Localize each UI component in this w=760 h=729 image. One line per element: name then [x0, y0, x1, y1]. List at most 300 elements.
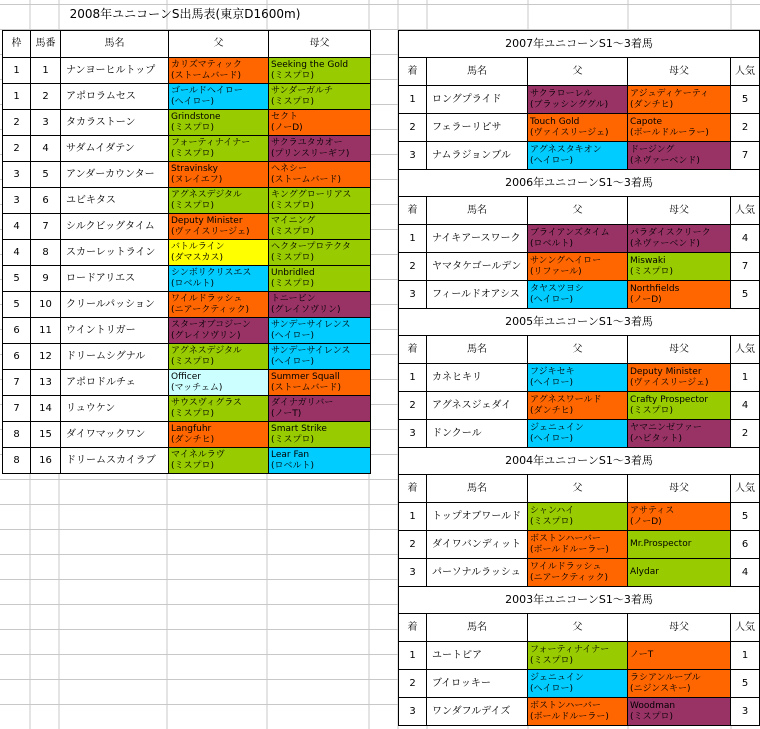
table-row: [3, 84, 371, 110]
popularity-cell: 4: [731, 392, 760, 420]
sire-cell-name: ワイルドラッシュ: [171, 293, 243, 304]
horse-name-cell: ナンヨーヒルトップ: [61, 58, 169, 84]
sire-cell-name: シンボリクリスエス: [171, 267, 252, 278]
popularity-cell: 7: [731, 253, 760, 281]
section-title: 2005年ユニコーンS1～3着馬: [399, 309, 760, 336]
column-header: 馬名: [427, 197, 528, 225]
waku-cell: 6: [3, 318, 31, 344]
waku-cell: 2: [3, 110, 31, 136]
dam-sire-cell-name: マイニング: [271, 215, 316, 226]
dam-sire-cell-name: トニービン: [271, 293, 316, 304]
sire-cell: [169, 396, 269, 422]
waku-cell: 6: [3, 344, 31, 370]
horse-name-cell: ダイワマックワン: [61, 422, 169, 448]
dam-sire-cell-name: Mr.Prospector: [630, 539, 692, 549]
table-row: [399, 392, 760, 420]
waku-cell: 8: [3, 422, 31, 448]
dam-sire-cell-name: ダイナガリバー: [271, 397, 334, 408]
dam-sire-cell-line: (ノーD): [271, 122, 303, 133]
place-cell: 3: [399, 142, 427, 170]
past-results-table: [398, 30, 760, 726]
place-cell: 1: [399, 503, 427, 531]
popularity-cell: 4: [731, 225, 760, 253]
section-title-row: [399, 31, 760, 58]
sire-cell-line: (ロベルト): [171, 278, 215, 289]
umaban-cell: 16: [31, 448, 61, 474]
sire-cell: [528, 225, 628, 253]
sire-cell-line: (リファール): [530, 266, 582, 277]
dam-sire-cell: [628, 142, 731, 170]
horse-name-cell: ブイロッキー: [427, 670, 528, 698]
sire-cell: [528, 114, 628, 142]
table-row: [399, 86, 760, 114]
column-header: 人気: [731, 197, 760, 225]
sire-cell: [169, 240, 269, 266]
sire-cell-line: (ヴァイスリージェ): [171, 226, 250, 237]
sire-cell-name: アグネスタキオン: [530, 144, 602, 155]
table-row: [3, 344, 371, 370]
horse-name-cell: パーソナルラッシュ: [427, 559, 528, 587]
dam-sire-cell-line: (ボールドルーラー): [630, 127, 709, 138]
table-row: [399, 225, 760, 253]
sire-cell: [528, 503, 628, 531]
dam-sire-cell-line: (ミスプロ): [271, 200, 315, 211]
sire-cell: [528, 253, 628, 281]
sire-cell: [528, 86, 628, 114]
dam-sire-cell-name: Deputy Minister: [630, 366, 702, 377]
popularity-cell: 6: [731, 531, 760, 559]
place-cell: 3: [399, 559, 427, 587]
sire-cell: [528, 531, 628, 559]
sire-cell-line: (ミスプロ): [171, 408, 215, 419]
dam-sire-cell: [628, 86, 731, 114]
sire-cell-line: (ボールドルーラー): [530, 711, 609, 722]
sire-cell: [528, 698, 628, 726]
umaban-cell: 4: [31, 136, 61, 162]
column-header: 母父: [628, 475, 731, 503]
header-row: [399, 197, 760, 225]
sire-cell-line: (グレイソヴリン): [171, 330, 241, 341]
sire-cell-line: (ミスプロ): [171, 460, 215, 471]
sire-cell-line: (ヘイロー): [530, 683, 574, 694]
umaban-cell: 5: [31, 162, 61, 188]
dam-sire-cell-line: (グレイソヴリン): [271, 304, 341, 315]
sire-cell: [528, 559, 628, 587]
dam-sire-cell: [628, 642, 731, 670]
dam-sire-cell-line: (ミスプロ): [271, 434, 315, 445]
dam-sire-cell-name: サンデーサイレンス: [271, 319, 351, 330]
dam-sire-cell-name: Smart Strike: [271, 423, 327, 434]
sire-cell: [169, 370, 269, 396]
dam-sire-cell-line: (ヘイロー): [271, 356, 315, 367]
sire-cell-name: ジェニュイン: [530, 672, 584, 683]
column-header: 馬名: [61, 31, 169, 58]
waku-cell: 3: [3, 162, 31, 188]
sire-cell-name: フジキセキ: [530, 366, 575, 377]
waku-cell: 5: [3, 266, 31, 292]
dam-sire-cell: [269, 58, 371, 84]
dam-sire-cell-line: (ヘイロー): [271, 330, 315, 341]
sire-cell-name: タヤスツヨシ: [530, 283, 584, 294]
horse-name-cell: フィールドオアシス: [427, 281, 528, 309]
waku-cell: 1: [3, 84, 31, 110]
table-row: [3, 422, 371, 448]
sire-cell-name: シャンハイ: [530, 505, 575, 516]
sire-cell-line: (ミスプロ): [171, 200, 215, 211]
popularity-cell: 1: [731, 364, 760, 392]
umaban-cell: 3: [31, 110, 61, 136]
dam-sire-cell-line: (ヴァイスリージェ): [630, 377, 709, 388]
popularity-cell: 2: [731, 114, 760, 142]
column-header: 母父: [628, 58, 731, 86]
column-header: 人気: [731, 614, 760, 642]
header-row: [399, 336, 760, 364]
dam-sire-cell: [628, 392, 731, 420]
column-header: 馬名: [427, 58, 528, 86]
dam-sire-cell: [269, 292, 371, 318]
dam-sire-cell-line: (ミスプロ): [271, 252, 315, 263]
sire-cell: [169, 110, 269, 136]
column-header: 馬番: [31, 31, 61, 58]
sire-cell: [528, 364, 628, 392]
place-cell: 1: [399, 642, 427, 670]
table-row: [3, 318, 371, 344]
table-row: [3, 110, 371, 136]
dam-sire-cell: [269, 110, 371, 136]
sire-cell-name: サウスヴィグラス: [171, 397, 242, 408]
dam-sire-cell-name: サンデーサイレンス: [271, 345, 351, 356]
dam-sire-cell: [628, 253, 731, 281]
horse-name-cell: ドリームスカイラブ: [61, 448, 169, 474]
section-title-row: [399, 587, 760, 614]
column-header: 着: [399, 336, 427, 364]
dam-sire-cell: [269, 136, 371, 162]
umaban-cell: 11: [31, 318, 61, 344]
umaban-cell: 7: [31, 214, 61, 240]
horse-name-cell: ユートピア: [427, 642, 528, 670]
horse-name-cell: アポロドルチェ: [61, 370, 169, 396]
sire-cell-name: ボストンハーバー: [530, 700, 601, 711]
sire-cell-name: Langfuhr: [171, 423, 212, 434]
popularity-cell: 3: [731, 698, 760, 726]
umaban-cell: 8: [31, 240, 61, 266]
section-title: 2003年ユニコーンS1～3着馬: [399, 587, 760, 614]
column-header: 父: [528, 614, 628, 642]
dam-sire-cell-line: (ネヴァーベンド): [630, 238, 700, 249]
section-title-row: [399, 170, 760, 197]
horse-name-cell: ロードアリエス: [61, 266, 169, 292]
section-title-row: [399, 448, 760, 475]
place-cell: 2: [399, 392, 427, 420]
dam-sire-cell-name: Woodman: [630, 700, 676, 711]
column-header: 母父: [628, 614, 731, 642]
sire-cell-name: Touch Gold: [530, 116, 580, 127]
sire-cell: [528, 142, 628, 170]
dam-sire-cell-name: サクラユタカオー: [271, 137, 343, 148]
horse-name-cell: シルクビッグタイム: [61, 214, 169, 240]
sire-cell: [528, 670, 628, 698]
sire-cell-name: アグネスデジタル: [171, 345, 242, 356]
umaban-cell: 2: [31, 84, 61, 110]
popularity-cell: 7: [731, 142, 760, 170]
dam-sire-cell-name: Alydar: [630, 567, 659, 577]
dam-sire-cell-line: (ミスプロ): [630, 405, 674, 416]
column-header: 父: [169, 31, 269, 58]
column-header: 母父: [628, 336, 731, 364]
horse-name-cell: カネヒキリ: [427, 364, 528, 392]
waku-cell: 7: [3, 396, 31, 422]
sire-cell: [528, 281, 628, 309]
waku-cell: 4: [3, 240, 31, 266]
horse-name-cell: ワンダフルデイズ: [427, 698, 528, 726]
entry-table: [2, 30, 371, 474]
sire-cell-name: フォーティナイナー: [171, 137, 251, 148]
table-row: [3, 214, 371, 240]
dam-sire-cell: [269, 162, 371, 188]
dam-sire-cell-name: ドージング: [630, 144, 675, 155]
place-cell: 1: [399, 86, 427, 114]
table-row: [3, 240, 371, 266]
dam-sire-cell-line: (ミスプロ): [630, 266, 674, 277]
table-row: [399, 698, 760, 726]
place-cell: 1: [399, 225, 427, 253]
sire-cell: [528, 420, 628, 448]
umaban-cell: 12: [31, 344, 61, 370]
sire-cell: [169, 162, 269, 188]
sire-cell-line: (ヌレイエフ): [171, 174, 223, 185]
dam-sire-cell-line: (ストームバード): [271, 382, 342, 393]
place-cell: 2: [399, 253, 427, 281]
sire-cell-line: (ダンチヒ): [530, 405, 574, 416]
place-cell: 2: [399, 114, 427, 142]
dam-sire-cell: [628, 114, 731, 142]
horse-name-cell: アグネスジェダイ: [427, 392, 528, 420]
dam-sire-cell: [269, 266, 371, 292]
sire-cell: [528, 392, 628, 420]
umaban-cell: 10: [31, 292, 61, 318]
popularity-cell: 2: [731, 420, 760, 448]
umaban-cell: 9: [31, 266, 61, 292]
dam-sire-cell-name: Lear Fan: [271, 449, 310, 460]
column-header: 着: [399, 58, 427, 86]
dam-sire-cell: [269, 214, 371, 240]
column-header: 着: [399, 475, 427, 503]
waku-cell: 7: [3, 370, 31, 396]
horse-name-cell: タカラストーン: [61, 110, 169, 136]
sire-cell-line: (マッチェム): [171, 382, 223, 393]
column-header: 母父: [628, 197, 731, 225]
header-row: [399, 614, 760, 642]
dam-sire-cell-name: ヘネシー: [271, 163, 308, 174]
column-header: 父: [528, 336, 628, 364]
sire-cell-line: (ミスプロ): [530, 655, 574, 666]
place-cell: 3: [399, 281, 427, 309]
dam-sire-cell-name: キンググローリアス: [271, 189, 352, 200]
dam-sire-cell-name: サンダーガルチ: [271, 85, 334, 96]
dam-sire-cell: [269, 370, 371, 396]
dam-sire-cell-name: Seeking the Gold: [271, 59, 349, 70]
dam-sire-cell-name: アジュディケーティ: [630, 88, 710, 99]
horse-name-cell: ロングプライド: [427, 86, 528, 114]
sire-cell-line: (ミスプロ): [530, 516, 574, 527]
dam-sire-cell-name: ラシアンルーブル: [630, 672, 701, 683]
sire-cell-name: フォーティナイナー: [530, 644, 610, 655]
horse-name-cell: クリールパッション: [61, 292, 169, 318]
table-row: [3, 448, 371, 474]
waku-cell: 3: [3, 188, 31, 214]
table-row: [399, 253, 760, 281]
sire-cell-name: ワイルドラッシュ: [530, 561, 602, 572]
horse-name-cell: ナイキアースワーク: [427, 225, 528, 253]
dam-sire-cell-line: (ハビタット): [630, 433, 683, 444]
dam-sire-cell-name: パラダイスクリーク: [630, 227, 711, 238]
horse-name-cell: ウイントリガー: [61, 318, 169, 344]
sire-cell-name: ボストンハーバー: [530, 533, 601, 544]
table-row: [399, 364, 760, 392]
horse-name-cell: アポロラムセス: [61, 84, 169, 110]
dam-sire-cell: [628, 225, 731, 253]
column-header: 母父: [269, 31, 371, 58]
umaban-cell: 14: [31, 396, 61, 422]
table-row: [399, 559, 760, 587]
dam-sire-cell-name: Summer Squall: [271, 371, 340, 382]
dam-sire-cell-line: (ニジンスキー): [630, 683, 691, 694]
dam-sire-cell-line: (ストームバード): [271, 174, 342, 185]
sire-cell-line: (ヘイロー): [171, 96, 215, 107]
umaban-cell: 13: [31, 370, 61, 396]
dam-sire-cell: [269, 344, 371, 370]
waku-cell: 4: [3, 214, 31, 240]
dam-sire-cell: [269, 396, 371, 422]
column-header: 人気: [731, 58, 760, 86]
dam-sire-cell: [628, 420, 731, 448]
table-row: [399, 420, 760, 448]
dam-sire-cell-name: セクト: [271, 111, 299, 122]
table-row: [399, 142, 760, 170]
sheet-title: 2008年ユニコーンS出馬表(東京D1600m): [69, 7, 301, 21]
umaban-cell: 1: [31, 58, 61, 84]
table-row: [399, 642, 760, 670]
popularity-cell: 4: [731, 559, 760, 587]
sire-cell-name: サンングヘイロー: [530, 255, 602, 266]
column-header: 枠: [3, 31, 31, 58]
horse-name-cell: スカーレットライン: [61, 240, 169, 266]
dam-sire-cell: [628, 503, 731, 531]
table-row: [3, 396, 371, 422]
table-row: [399, 531, 760, 559]
column-header: 父: [528, 475, 628, 503]
place-cell: 1: [399, 364, 427, 392]
dam-sire-cell-line: (ダンチヒ): [630, 99, 674, 110]
table-row: [399, 503, 760, 531]
popularity-cell: 5: [731, 281, 760, 309]
dam-sire-cell: [628, 281, 731, 309]
horse-name-cell: サダムイダテン: [61, 136, 169, 162]
dam-sire-cell-name: Capote: [630, 116, 663, 127]
section-title: 2007年ユニコーンS1～3着馬: [399, 31, 760, 58]
table-row: [399, 114, 760, 142]
sire-cell-line: (ダンチヒ): [171, 434, 215, 445]
sire-cell-name: マイネルラヴ: [171, 449, 225, 460]
dam-sire-cell-line: (ミスプロ): [271, 226, 315, 237]
dam-sire-cell: [628, 559, 731, 587]
sire-cell-name: Stravinsky: [171, 163, 218, 174]
dam-sire-cell-name: Unbridled: [271, 267, 315, 278]
sire-cell: [169, 136, 269, 162]
column-header: 人気: [731, 336, 760, 364]
sire-cell-name: ゴールドヘイロー: [171, 85, 243, 96]
header-row: [3, 31, 371, 58]
sire-cell-line: (ヘイロー): [530, 155, 574, 166]
sire-cell-name: スターオブコジーン: [171, 319, 251, 330]
sire-cell-line: (ヴァイスリージェ): [530, 127, 609, 138]
sire-cell-name: サクラローレル: [530, 88, 593, 99]
table-row: [399, 670, 760, 698]
sire-cell-line: (ニアークティック): [530, 572, 609, 583]
dam-sire-cell: [269, 318, 371, 344]
sire-cell-name: Officer: [171, 371, 201, 382]
section-title-row: [399, 309, 760, 336]
sire-cell-line: (ロベルト): [530, 238, 574, 249]
horse-name-cell: ヤマタケゴールデン: [427, 253, 528, 281]
horse-name-cell: ユビキタス: [61, 188, 169, 214]
column-header: 馬名: [427, 336, 528, 364]
dam-sire-cell: [269, 188, 371, 214]
horse-name-cell: ダイワバンディット: [427, 531, 528, 559]
sire-cell-name: ジェニュイン: [530, 422, 584, 433]
sire-cell-line: (ヘイロー): [530, 294, 574, 305]
section-title: 2004年ユニコーンS1～3着馬: [399, 448, 760, 475]
sire-cell: [528, 642, 628, 670]
table-row: [3, 188, 371, 214]
sire-cell-name: アグネスワールド: [530, 394, 602, 405]
umaban-cell: 15: [31, 422, 61, 448]
sire-cell: [169, 58, 269, 84]
section-title: 2006年ユニコーンS1～3着馬: [399, 170, 760, 197]
sire-cell-line: (ダマスカス): [171, 252, 224, 263]
dam-sire-cell: [269, 422, 371, 448]
horse-name-cell: ドンクール: [427, 420, 528, 448]
dam-sire-cell-line: (ノーD): [630, 516, 662, 527]
place-cell: 3: [399, 420, 427, 448]
table-row: [399, 281, 760, 309]
waku-cell: 1: [3, 58, 31, 84]
horse-name-cell: フェラーリピサ: [427, 114, 528, 142]
popularity-cell: 5: [731, 86, 760, 114]
waku-cell: 5: [3, 292, 31, 318]
table-row: [3, 136, 371, 162]
dam-sire-cell-line: (ロベルト): [271, 460, 315, 471]
dam-sire-cell: [269, 84, 371, 110]
waku-cell: 2: [3, 136, 31, 162]
sire-cell-line: (ヘイロー): [530, 377, 574, 388]
column-header: 人気: [731, 475, 760, 503]
header-row: [399, 58, 760, 86]
column-header: 着: [399, 197, 427, 225]
sire-cell: [169, 318, 269, 344]
header-row: [399, 475, 760, 503]
sire-cell: [169, 448, 269, 474]
dam-sire-cell: [628, 670, 731, 698]
dam-sire-cell-line: (ノーT): [271, 408, 302, 419]
sire-cell: [169, 344, 269, 370]
table-row: [3, 370, 371, 396]
sire-cell-name: アグネスデジタル: [171, 189, 242, 200]
column-header: 父: [528, 197, 628, 225]
sire-cell-name: バトルライン: [171, 241, 225, 252]
dam-sire-cell: [628, 698, 731, 726]
dam-sire-cell-line: (ネヴァーベンド): [630, 155, 700, 166]
